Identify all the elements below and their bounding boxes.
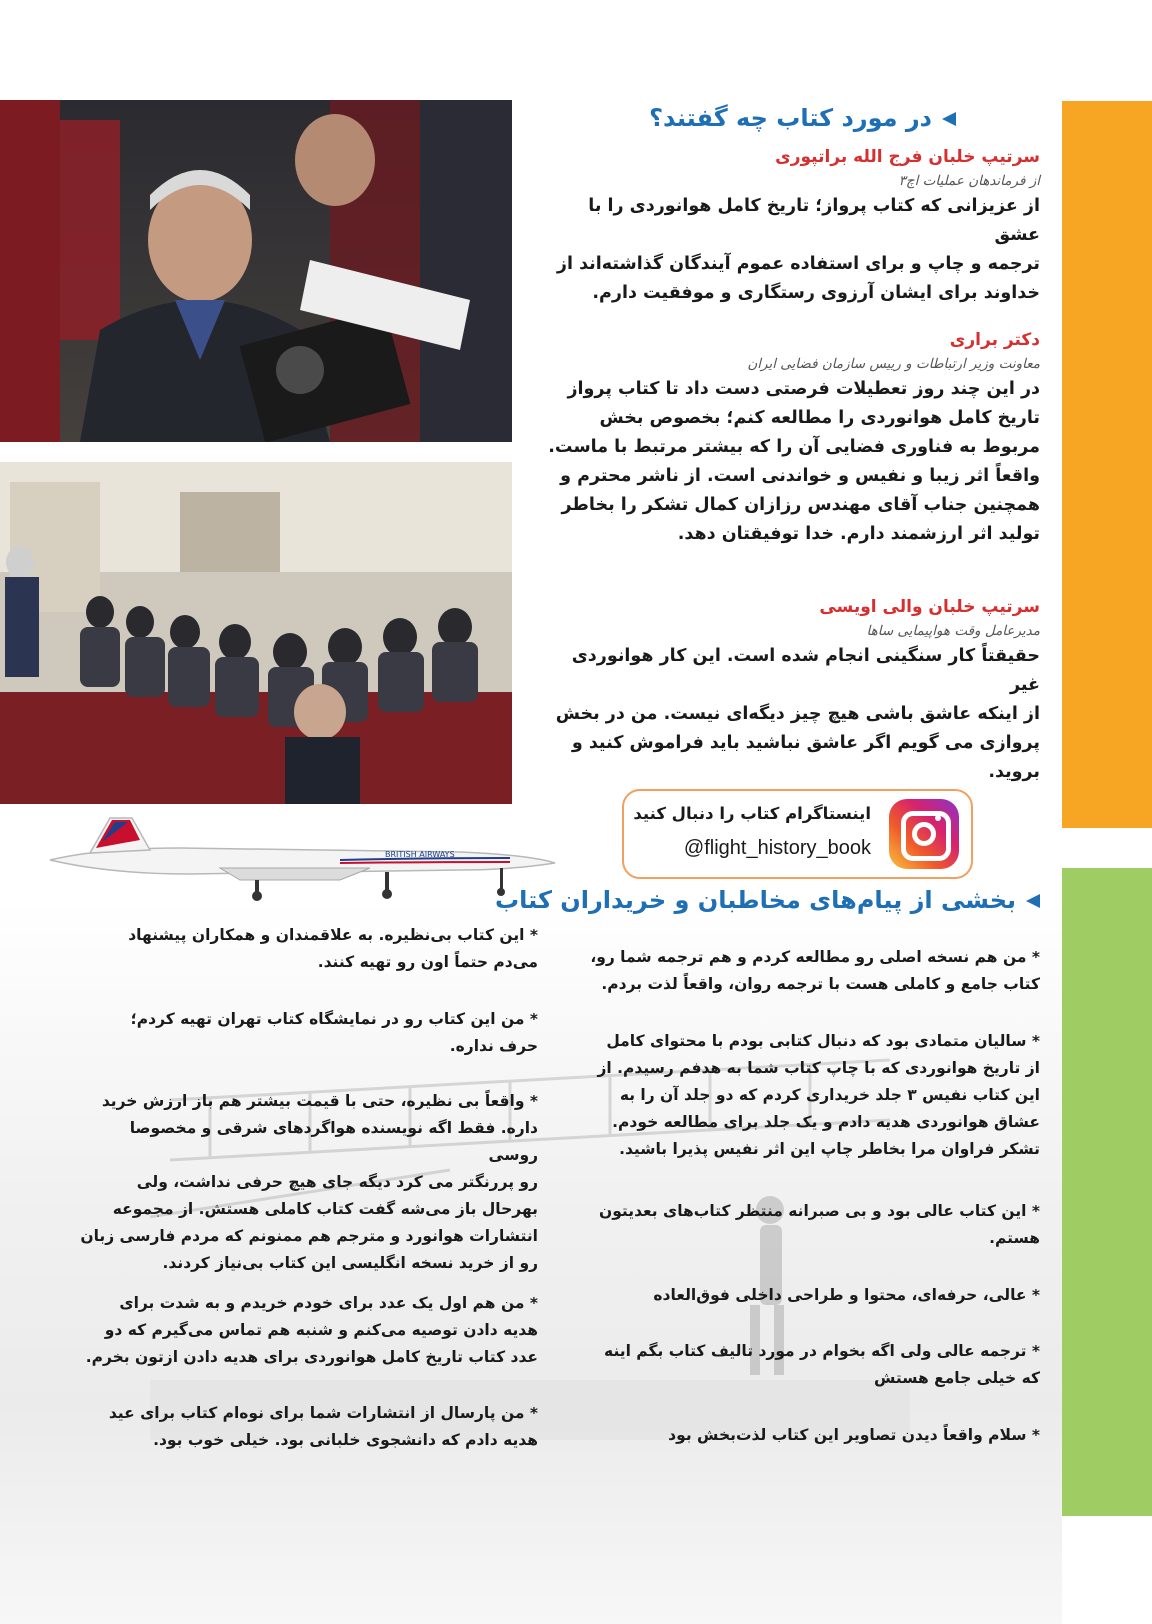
- message-line: انتشارات هوانورد و مترجم هم ممنونم که مردم فارسی زبان: [80, 1227, 538, 1245]
- message: [78, 922, 538, 976]
- message: [78, 1290, 538, 1371]
- message-line: * من هم نسخه اصلی رو مطالعه کردم و هم ترجمه شما رو،: [590, 948, 1040, 966]
- message-line: تشکر فراوان مرا بخاطر چاپ این اثر نفیس پذیرا باشید.: [619, 1140, 1040, 1158]
- quote-line: از عزیزانی که کتاب پرواز؛ تاریخ کامل هوانوردی را با عشق: [588, 196, 1040, 245]
- message-line: * من این کتاب رو در نمایشگاه کتاب تهران تهیه کردم؛: [130, 1010, 538, 1028]
- quote-line: همچنین جناب آقای مهندس رزازان کمال تشکر را بخاطر: [561, 495, 1040, 515]
- message-line: * سالیان متمادی بود که دنبال کتابی بودم با محتوای کامل: [606, 1032, 1040, 1050]
- message-line: * من پارسال از انتشارات شما برای نوه‌ام کتاب برای عید: [108, 1404, 538, 1422]
- message-line: رو پررنگتر می کرد دیگه جای هیچ حرفی نداشت، ولی: [136, 1173, 538, 1191]
- quote-line: در این چند روز تعطیلات فرصتی دست داد تا کتاب پرواز: [567, 379, 1040, 399]
- message-line: داره. فقط اگه نویسنده هواگردهای شرقی و مخصوصا روسی: [129, 1119, 538, 1164]
- quote-author-role: مدیرعامل وقت هواپیمایی ساها: [866, 623, 1040, 639]
- message: [570, 1028, 1040, 1163]
- instagram-follow-label: اینستاگرام کتاب را دنبال کنید: [633, 804, 871, 823]
- message-line: می‌دم حتماً اون رو تهیه کنند.: [317, 953, 538, 971]
- message: [78, 1006, 538, 1060]
- quote-line: از اینکه عاشق باشی هیچ چیز دیگه‌ای نیست. من در بخش: [555, 704, 1040, 724]
- green-side-tab: [1062, 868, 1152, 1516]
- message-line: این کتاب نفیس ۳ جلد خریداری کردم که دو جلد آن را به: [619, 1086, 1040, 1104]
- quote-line: واقعاً اثر زیبا و نفیس و خواندنی است. از ناشر محترم و: [560, 466, 1040, 486]
- quote-block: [540, 327, 1040, 549]
- quote-author-name: سرتیپ خلبان والی اویسی: [819, 597, 1040, 617]
- message: [570, 1422, 1040, 1449]
- photo-man-reading-book: [0, 100, 512, 442]
- message-line: عدد کتاب تاریخ کامل هوانوردی برای هدیه دادن ازتون بخرم.: [85, 1348, 538, 1366]
- message-line: هستم.: [989, 1229, 1040, 1247]
- instagram-follow-box[interactable]: [622, 789, 973, 879]
- message-line: * این کتاب عالی بود و بی صبرانه منتظر کتاب‌های بعدیتون: [598, 1202, 1040, 1220]
- quote-author-role: از فرماندهان عملیات اچ۳: [898, 173, 1040, 189]
- quote-text: [540, 375, 1040, 549]
- quote-line: تولید اثر ارزشمند دارم. خدا توفیقتان دهد.: [677, 524, 1040, 544]
- message-line: * واقعاً بی نظیره، حتی با قیمت بیشتر هم باز ارزش خرید: [101, 1092, 538, 1110]
- quote-block: [540, 144, 1040, 308]
- message-line: عشاق هوانوردی هدیه دادم و یک جلد برای مطالعه خودم.: [612, 1113, 1040, 1131]
- message-line: رو از خرید نسخه انگلیسی این کتاب بی‌نیاز کردند.: [162, 1254, 538, 1272]
- triangle-bullet-icon: [1026, 894, 1040, 908]
- message: [78, 1400, 538, 1454]
- instagram-icon[interactable]: [889, 799, 959, 869]
- quote-line: تاریخ کامل هوانوردی را مطالعه کنم؛ بخصوص بخش: [599, 408, 1040, 428]
- message-line: * عالی، حرفه‌ای، محتوا و طراحی داخلی فوق‌العاده: [653, 1286, 1040, 1304]
- concorde-aircraft-image: [40, 808, 560, 908]
- concorde-livery-text: BRITISH AIRWAYS: [385, 850, 455, 859]
- instagram-handle-link[interactable]: @flight_history_book: [683, 837, 871, 859]
- message-line: که خیلی جامع هستش: [873, 1369, 1040, 1387]
- message: [570, 944, 1040, 998]
- section1-title: [649, 102, 956, 134]
- message: [570, 1198, 1040, 1252]
- message-line: * این کتاب بی‌نظیره. به علاقمندان و همکاران پیشنهاد: [128, 926, 538, 944]
- quote-line: پروازی می گویم اگر عاشق نباشید باید فراموش کنید و بروید.: [571, 733, 1040, 782]
- orange-side-tab: [1062, 101, 1152, 828]
- quote-block: [540, 594, 1040, 787]
- quote-author-role: معاونت وزیر ارتباطات و رییس سازمان فضایی ایران: [747, 356, 1040, 372]
- message-line: * سلام واقعاً دیدن تصاویر این کتاب لذت‌بخش بود: [668, 1426, 1040, 1444]
- message-line: کتاب جامع و کاملی هست با ترجمه روان، واقعاً لذت بردم.: [601, 975, 1040, 993]
- photo-reader-graphic: [0, 100, 512, 442]
- quote-text: [540, 192, 1040, 308]
- message-line: از تاریخ هوانوردی که با چاپ کتاب شما به هدفم رسیدم. از: [597, 1059, 1040, 1077]
- section2-title-text: بخشی از پیام‌های مخاطبان و خریداران کتاب: [495, 886, 1016, 914]
- quote-author-name: دکتر براری: [949, 330, 1040, 350]
- message: [78, 1088, 538, 1277]
- message-line: بهرحال باز می‌شه گفت کتاب کاملی هستش. از مجموعه: [112, 1200, 538, 1218]
- message-line: هدیه دادن توصیه می‌کنم و شنبه هم تماس می‌گیرم که دو: [104, 1321, 538, 1339]
- message-line: * ترجمه عالی ولی اگه بخوام در مورد تالیف کتاب بگم اینه: [604, 1342, 1040, 1360]
- message-line: هدیه دادم که دانشجوی خلبانی بود. خیلی خوب بود.: [153, 1431, 538, 1449]
- quote-line: حقیقتاً کار سنگینی انجام شده است. این کار هوانوردی غیر: [571, 646, 1040, 695]
- triangle-bullet-icon: [942, 112, 956, 126]
- message-line: حرف نداره.: [449, 1037, 538, 1055]
- message-line: * من هم اول یک عدد برای خودم خریدم و به شدت برای: [119, 1294, 538, 1312]
- quote-line: مربوط به فناوری فضایی آن را که بیشتر مرتبط با ماست.: [548, 437, 1040, 457]
- photo-audience-graphic: [0, 462, 512, 804]
- section2-title: [495, 884, 1040, 916]
- quote-line: ترجمه و چاپ و برای استفاده عموم آیندگان گذاشته‌اند از: [556, 254, 1040, 274]
- photo-audience: [0, 462, 512, 804]
- message: [570, 1338, 1040, 1392]
- quote-text: [540, 642, 1040, 787]
- quote-author-name: سرتیپ خلبان فرج الله براتپوری: [775, 147, 1040, 167]
- quote-line: خداوند برای ایشان آرزوی رستگاری و موفقیت دارم.: [592, 283, 1040, 303]
- section1-title-text: در مورد کتاب چه گفتند؟: [649, 104, 932, 132]
- message: [570, 1282, 1040, 1309]
